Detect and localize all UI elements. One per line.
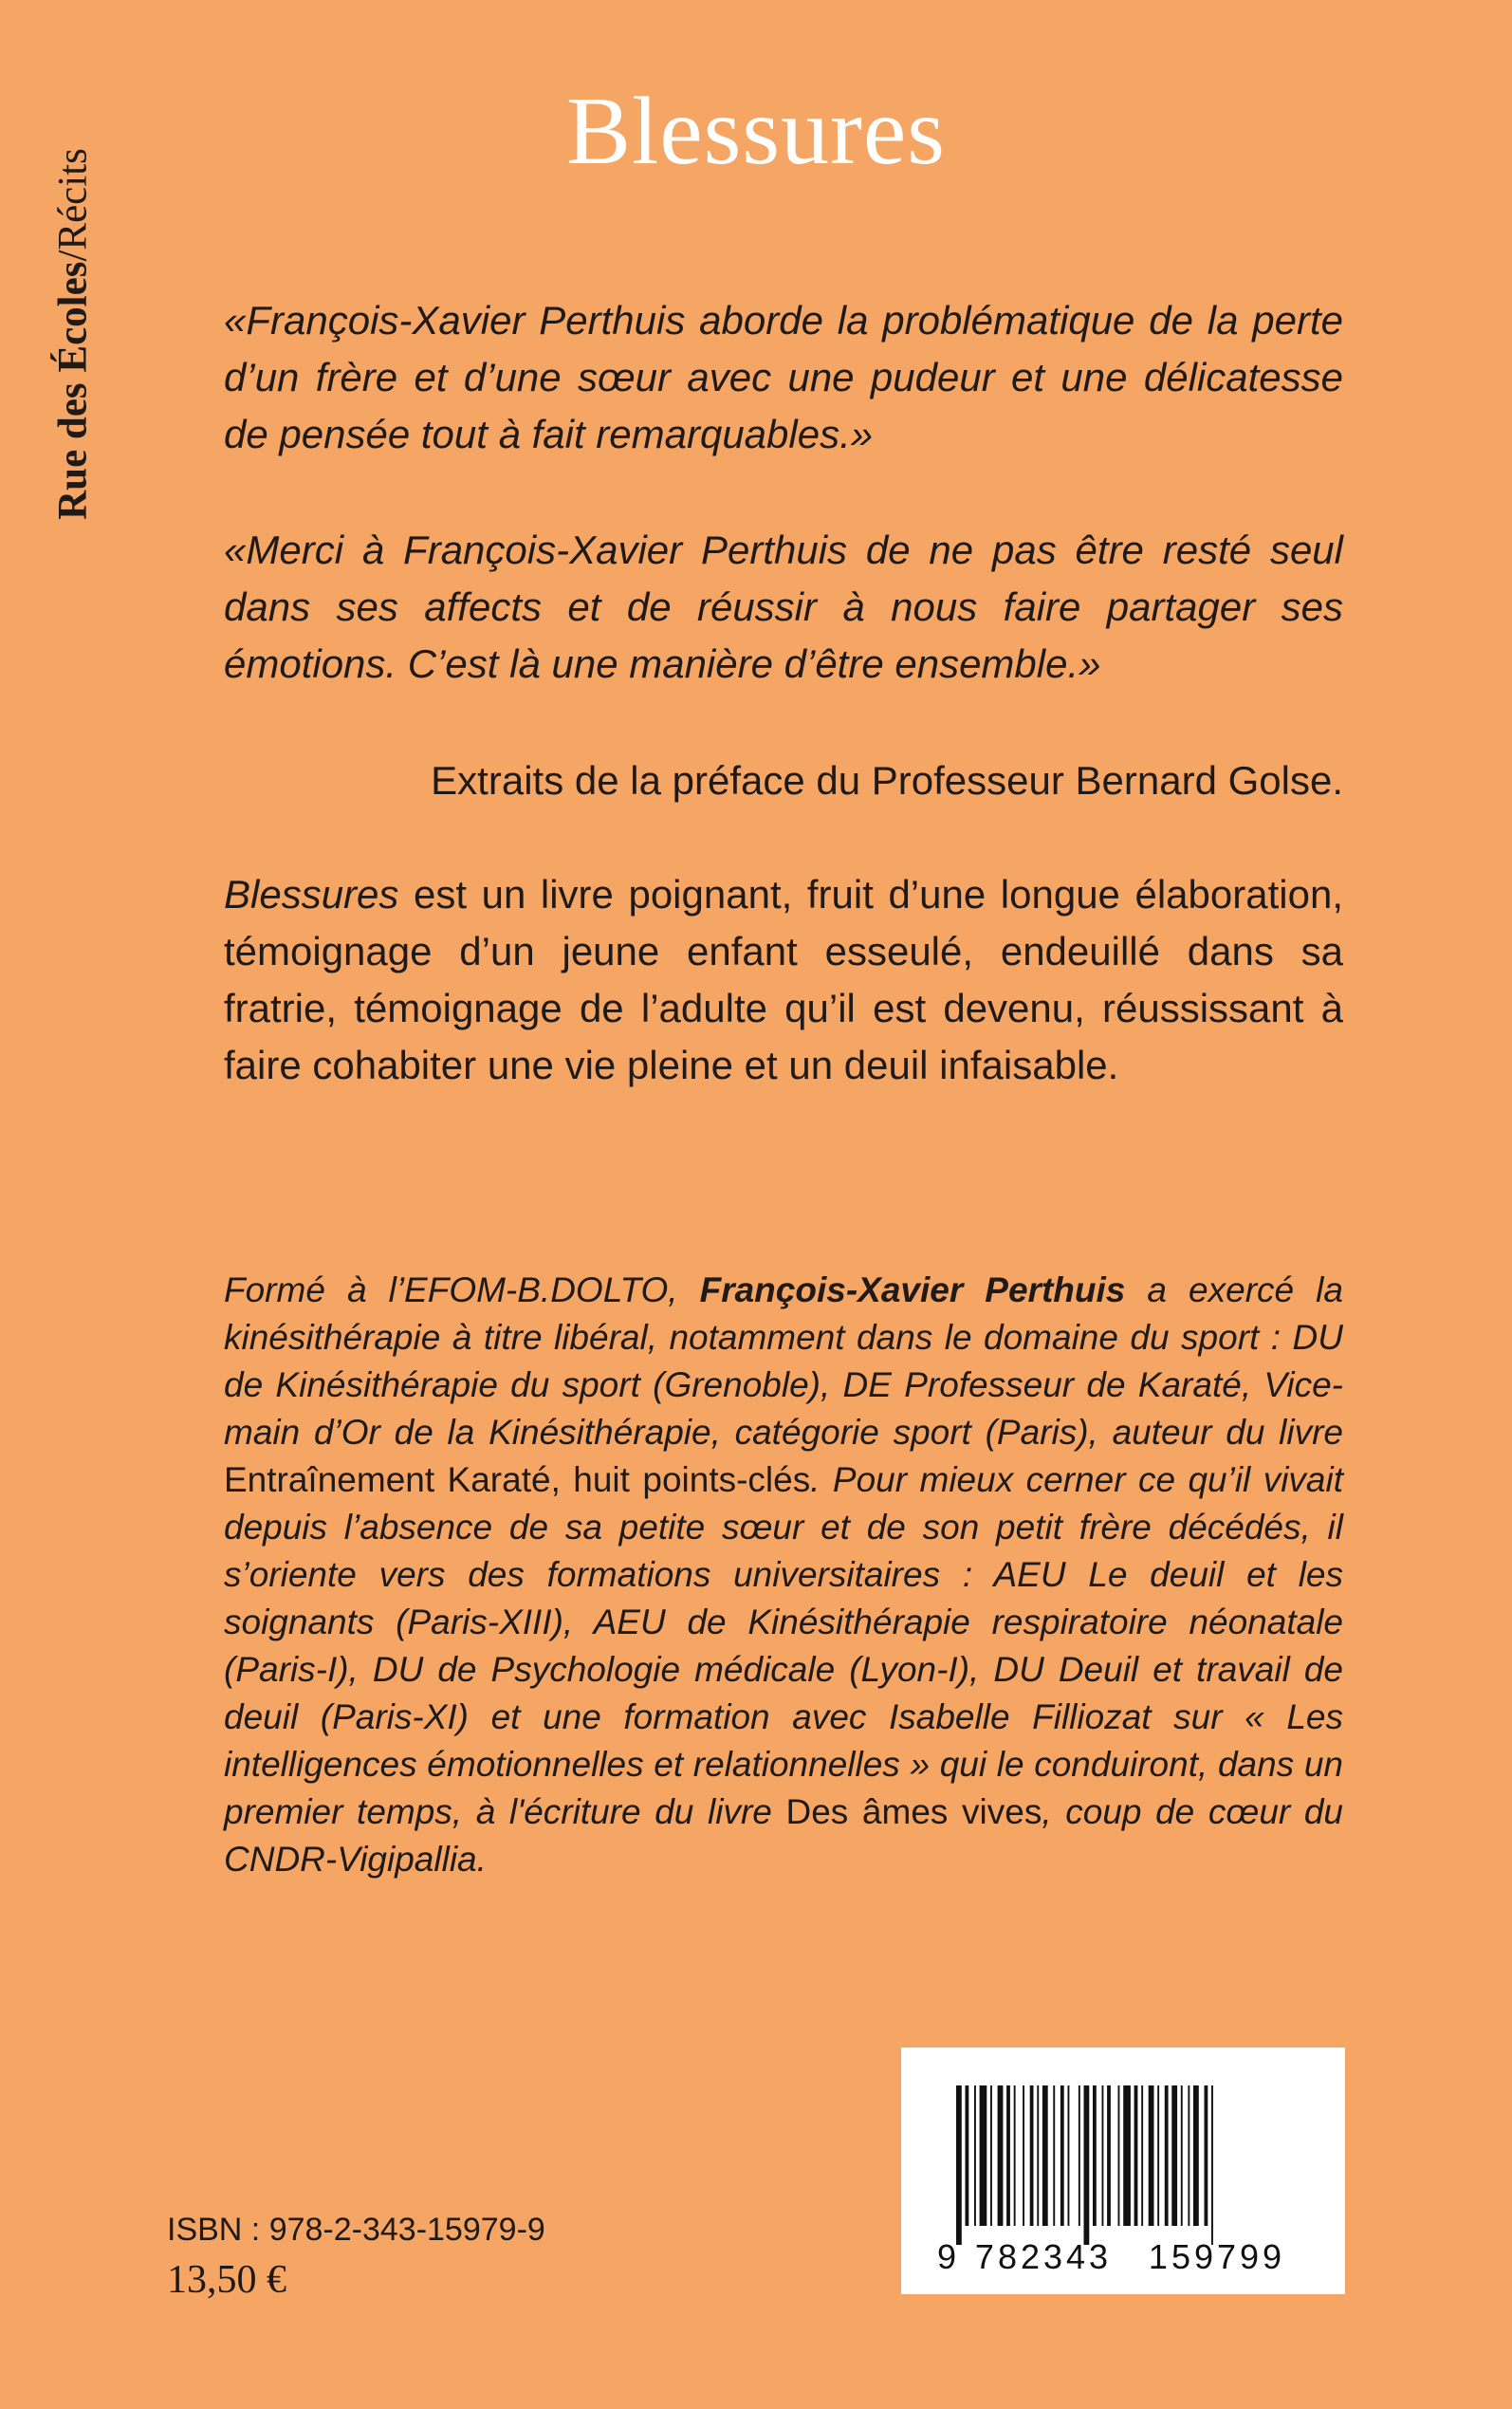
barcode-bar: [1030, 2085, 1034, 2226]
summary-text: est un livre poignant, fruit d’une longue élaboration, témoignage d’un jeune enfant esseulé, endeuillé dans sa fratrie, témoignage de l’adulte qu’il est devenu, réussissant à faire cohabiter une vie pleine et un deuil infaisable.: [224, 872, 1343, 1087]
barcode-bar: [1006, 2085, 1010, 2226]
barcode-bar: [1023, 2085, 1024, 2226]
collection-title: /Récits: [50, 148, 96, 262]
series-title: Rue des Écoles: [50, 261, 96, 520]
barcode-bar: [1211, 2085, 1213, 2245]
barcode-bar: [1093, 2085, 1097, 2226]
barcode-bar: [1171, 2085, 1177, 2226]
bio-part-3: . Pour mieux cerner ce qu’il vivait depuis l’absence de sa petite sœur et de son petit frère décédés, il s’oriente vers des formations universitaires : AEU Le deuil et les soignants (Paris-XIII), AEU de Kinésithérapie respiratoire néonatale (Paris-I), DU de Psychologie médicale (Lyon-I), DU Deuil et travail de deuil (Paris-XI) et une formation avec Isabelle Filliozat sur « Les intelligences émotionnelles et relationnelles » qui le conduiront, dans un premier temps, à l'écriture du livre: [224, 1460, 1343, 1831]
quote-attribution: Extraits de la préface du Professeur Bernard Golse.: [431, 758, 1343, 803]
barcode-bar: [1193, 2085, 1199, 2226]
barcode-bar: [1084, 2085, 1090, 2245]
bio-book-title-2: Des âmes vives: [785, 1792, 1042, 1831]
barcode-bar: [1157, 2085, 1159, 2226]
summary-book-title: Blessures: [224, 872, 399, 917]
barcode-bars: [956, 2085, 1213, 2245]
barcode: [901, 2048, 1345, 2294]
barcode-bar: [1037, 2085, 1039, 2226]
barcode-bar: [966, 2085, 969, 2226]
barcode-bar: [1068, 2085, 1070, 2226]
book-title: Blessures: [566, 78, 946, 185]
barcode-bar: [1165, 2085, 1169, 2226]
preface-quote-2: «Merci à François-Xavier Perthuis de ne pas être resté seul dans ses affects et de réussir à nous faire partager ses émotions. C’est là une manière d’être ensemble.»: [224, 528, 1343, 686]
barcode-bar: [1053, 2085, 1055, 2226]
barcode-bar: [1188, 2085, 1189, 2226]
bio-book-title-1: Entraînement Karaté, huit points-clés: [224, 1460, 811, 1499]
barcode-bar: [1102, 2085, 1104, 2226]
barcode-bar: [990, 2085, 992, 2226]
barcode-bar: [1141, 2085, 1143, 2226]
bio-part-1: Formé à l’EFOM-B.DOLTO,: [224, 1270, 700, 1309]
barcode-bar: [1079, 2085, 1080, 2226]
author-name: François-Xavier Perthuis: [699, 1270, 1126, 1309]
barcode-bar: [1118, 2085, 1120, 2226]
barcode-graphic: [901, 2048, 1345, 2294]
barcode-digits-right: 159799: [1148, 2237, 1286, 2276]
book-summary: [224, 866, 1343, 1094]
barcode-bar: [1134, 2085, 1138, 2226]
isbn: ISBN : 978-2-343-15979-9: [167, 2212, 545, 2248]
barcode-bar: [980, 2085, 987, 2226]
barcode-bar: [956, 2085, 962, 2245]
barcode-digits-left: 782343: [974, 2237, 1113, 2276]
preface-quote-1: «François-Xavier Perthuis aborde la problématique de la perte d’un frère et d’une sœur avec une pudeur et une délicatesse de pensée tout à fait remarquables.»: [224, 298, 1343, 456]
series-name: [50, 148, 96, 520]
price: 13,50 €: [167, 2258, 286, 2302]
barcode-bar: [974, 2085, 976, 2226]
bio-part-4: , coup de cœur du CNDR-Vigipallia.: [224, 1792, 1343, 1879]
barcode-bar: [1014, 2085, 1016, 2226]
barcode-digit-lead: 9: [937, 2237, 957, 2276]
bio-part-2: a exercé la kinésithérapie à titre libéral, notamment dans le domaine du sport : DU de Kinésithérapie du sport (Grenoble), DE Professeur de Karaté, Vice-main d’Or de la Kinésithérapie, catégorie sport (Paris), auteur du livre: [224, 1270, 1343, 1452]
barcode-bar: [1042, 2085, 1048, 2226]
barcode-bar: [1060, 2085, 1064, 2226]
barcode-bar: [1123, 2085, 1131, 2226]
barcode-bar: [1149, 2085, 1154, 2226]
barcode-bar: [998, 2085, 1004, 2226]
barcode-bar: [1181, 2085, 1183, 2226]
author-biography: [224, 1267, 1343, 1883]
barcode-bar: [1205, 2085, 1208, 2226]
barcode-bar: [1107, 2085, 1111, 2226]
